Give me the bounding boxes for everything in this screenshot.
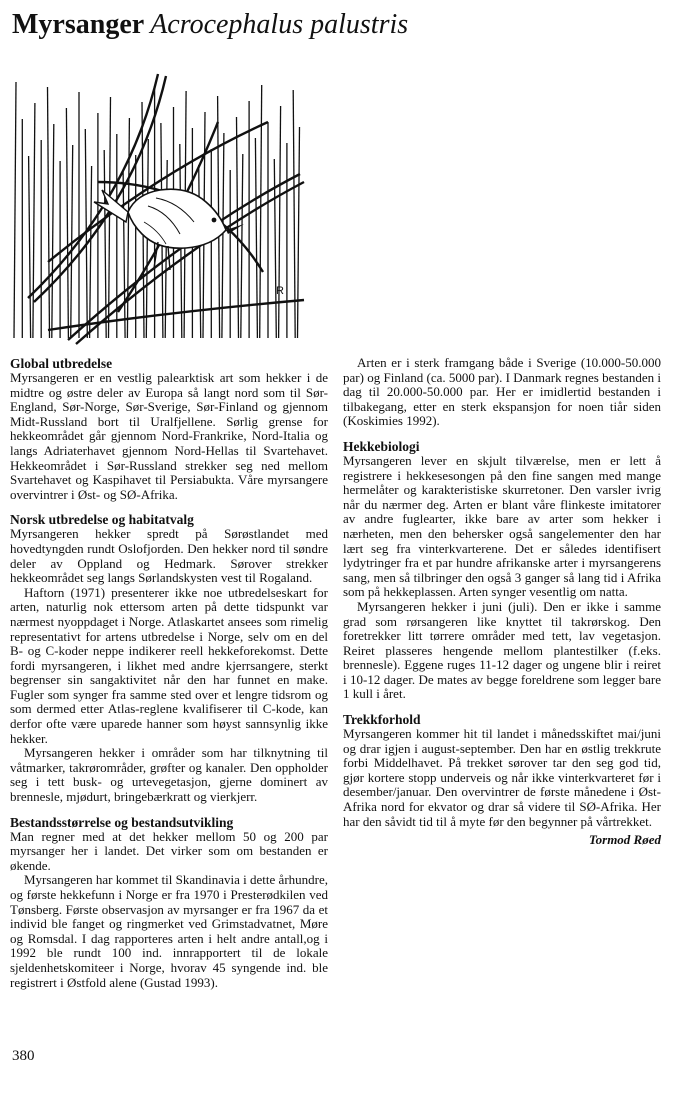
bird-in-reeds-drawing-icon xyxy=(8,62,308,346)
species-common-name: Myrsanger xyxy=(12,9,145,40)
section-heading: Global utbredelse xyxy=(10,356,113,371)
section-hekkebiologi xyxy=(343,439,661,702)
section-heading: Hekkebiologi xyxy=(343,438,420,454)
paragraph: Myrsangeren hekker spredt på Sørøstlandet med hovedtyngden rundt Oslofjorden. Den hekker nord til søndre deler av Oppland og Hedmark. Sørover strekker hekkeområdet seg langs Sørlandskysten vest til Rogaland. xyxy=(10,526,328,586)
section-heading: Trekkforhold xyxy=(343,712,421,728)
paragraph: Myrsangeren har kommet til Skandinavia i dette århundre, og første hekkefunn i Norge er fra 1970 i Presterødkilen ved Tønsberg. Første observasjon av myrsanger er fra 1967 da et individ ble fanget og ringmerket ved Grimstadvatnet, Møre og Romsdal. I dag rapporteres arten i helt andre antall,og i 1992 ble rundt 100 ind. innrapportert til de lokale sjeldenhetskomiteer i Norge, hvorav 45 syngende ind. ble registrert i Østfold alene (Gustad 1993). xyxy=(10,872,328,990)
paragraph: Man regner med at det hekker mellom 50 og 200 par myrsanger her i landet. Det virker som om bestanden er økende. xyxy=(10,828,328,873)
author-signature: Tormod Røed xyxy=(588,832,661,848)
paragraph: Myrsangeren hekker i juni (juli). Den er ikke i samme grad som rørsangeren like knyttet til takrørskog. Den foretrekker litt tørrere områder med tett, lav vegetasjon. Reiret plasseres hengende mellom plantestilker (f.eks. brennesle). Eggene ruges 11-12 dager og ungene blir i reiret i 10-12 dager. De mates av begge foreldrene som legger bare 1 kull i året. xyxy=(343,598,661,702)
paragraph: Arten er i sterk framgang både i Sverige (10.000-50.000 par) og Finland (ca. 5000 par). I Danmark regnes bestanden i dag til 20.000-50.000 par. Her er imidlertid bestanden i tilbakegang, etter en sterk ekspansjon for noen tiår siden (Koskimies 1992). xyxy=(343,355,661,429)
paragraph: Myrsangeren lever en skjult tilværelse, men er lett å registrere i hekkesesongen på den fine sangen med mange hermelåter og karakteristiske skurretoner. Den varsler ivrig når du nærmer deg. Arten er blant våre flinkeste imitatorer av andre fuglearter, ikke bare av arter som hekker i nærheten, men den behersker også sangelementer den har lært seg fra vinterkvarterene. Det er således identifisert lydytringer fra et par hundre afrikanske arter i myrsangerens sang, men så tilbringer den også 3 ganger så lang tid i Afrika som på hekkeplassen. Arten synger vesentlig om natta. xyxy=(343,452,661,600)
paragraph: Myrsangeren er en vestlig palearktisk art som hekker i de midtre og østre deler av Europa så langt nord som til Sør-England, Sør-Norge, Sør-Sverige, Sør-Finland og gjennom Midt-Russland bort til Uralfjellene. Sørlig grense for hekkeområdet går gjennom Nord-Frankrike, Nord-Italia og langs Adriaterhavet gjennom Nord-Hellas til Svartehavet. Hekkeområdet i Sør-Russland strekker seg ned mellom Svartehavet og Kaspihavet til Persiabukta. Våre myrsangere overvintrer i Øst- og SØ-Afrika. xyxy=(10,370,328,502)
section-norsk xyxy=(10,512,328,804)
illustration-signature: R xyxy=(276,285,284,297)
section-trekk xyxy=(343,712,661,848)
section-heading: Bestandsstørrelse og bestandsutvikling xyxy=(10,814,234,830)
page-number: 380 xyxy=(12,1048,35,1064)
paragraph: Haftorn (1971) presenterer ikke noe utbredelseskart for arten, naturlig nok ettersom arten på dette tidspunkt var nærmest nyoppdaget i Norge. Atlaskartet ansees som rimelig representativt for artens utbredelse i Norge, selv om en del B- og C-koder neppe indikerer reell hekkeforekomst. Dette fordi myrsangeren, i likhet med andre kjerrsangere, sterkt begrenser sin sangaktivitet når den har funnet en make. Fugler som synger fra samme sted over et lengre tidsrom og som dermed etter Atlas-reglene kvalifiserer til C-kode, kan derfor ofte være uparede hanner som høyst sannsynlig ikke hekker. xyxy=(10,584,328,746)
section-heading: Norsk utbredelse og habitatvalg xyxy=(10,512,194,528)
page-title xyxy=(12,8,408,42)
left-column xyxy=(10,356,328,1000)
species-latin-name: Acrocephalus palustris xyxy=(150,9,409,40)
paragraph: Myrsangeren hekker i områder som har tilknytning til våtmarker, takrørområder, grøfter og kanaler. Den oppholder seg i tett busk- og urtevegetasjon, gjerne dominert av brennesle, mjødurt, bringebærkratt og vierkjerr. xyxy=(10,745,328,805)
paragraph: Myrsangeren kommer hit til landet i månedsskiftet mai/juni og drar igjen i august-september. Den har en østlig trekkrute forbi Middelhavet. På trekket sørover tar den seg god tid, gjør kortere stopp underveis og når ikke vinterkvarteret før i desember/januar. Den overvintrer de første månedene i Øst-Afrika nord for ekvator og drar så videre til SØ-Afrika. Her har den såvidt tid til å myte før den begynner på vårtrekket. xyxy=(343,726,661,829)
section-global xyxy=(10,356,328,502)
right-column xyxy=(343,356,661,858)
section-bestand-cont xyxy=(343,356,661,429)
section-bestand xyxy=(10,815,328,991)
